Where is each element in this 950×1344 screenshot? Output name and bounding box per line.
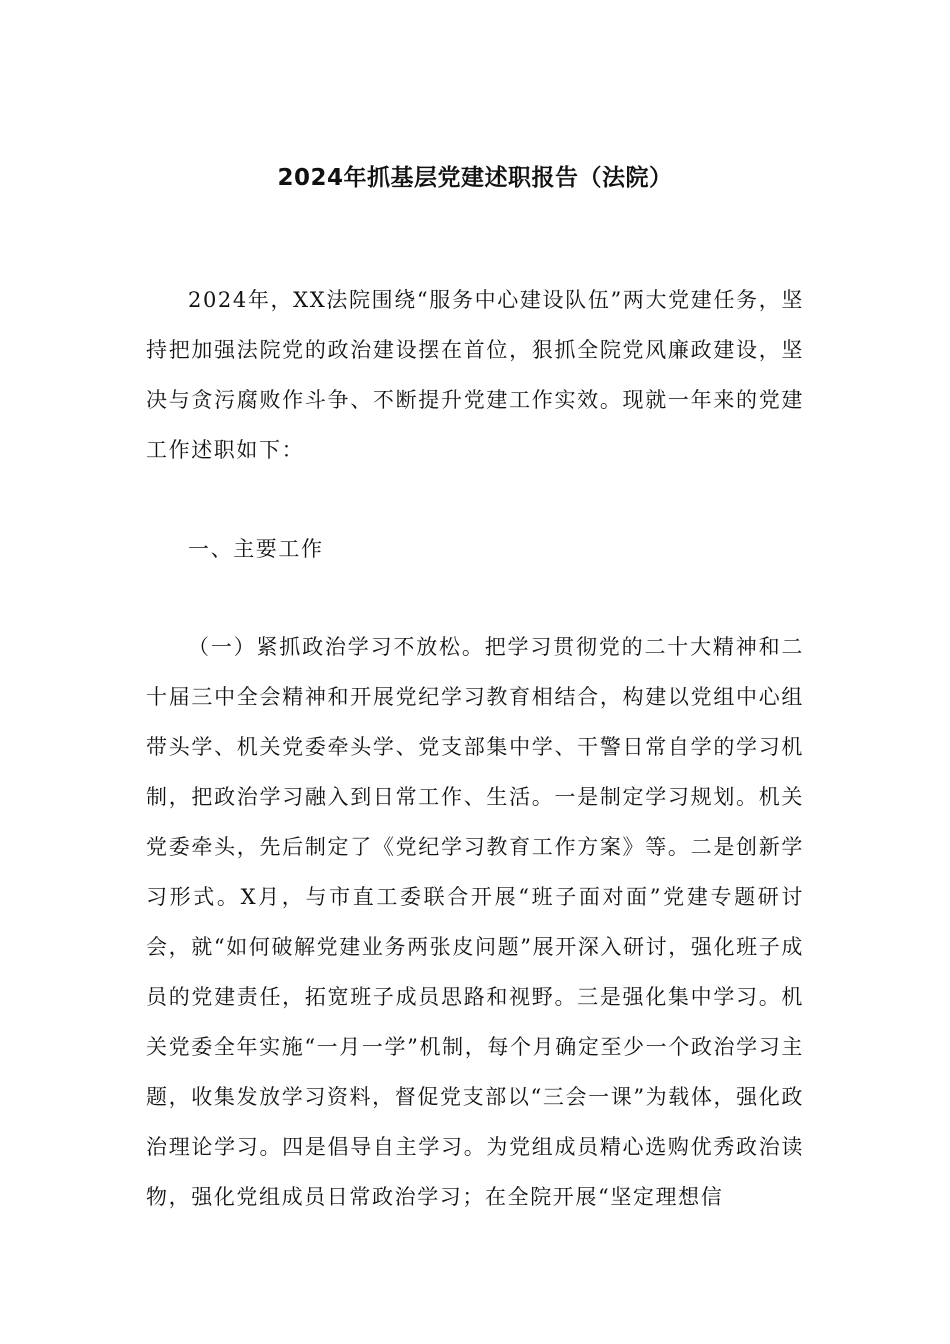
intro-paragraph: 2024年，XX法院围绕“服务中心建设队伍”两大党建任务，坚持把加强法院党的政治建设摆在首位，狠抓全院党风廉政建设，坚决与贪污腐败作斗争、不断提升党建工作实效。现就一年来的党建工作述职如下： [146, 288, 804, 462]
document-title: 2024年抓基层党建述职报告（法院） [277, 165, 673, 191]
body-paragraph: （一）紧抓政治学习不放松。把学习贯彻党的二十大精神和二十届三中全会精神和开展党纪学习教育相结合，构建以党组中心组带头学、机关党委牵头学、党支部集中学、干警日常自学的学习机制，把政治学习融入到日常工作、生活。一是制定学习规划。机关党委牵头，先后制定了《党纪学习教育工作方案》等。二是创新学习形式。X月，与市直工委联合开展“班子面对面”党建专题研讨会，就“如何破解党建业务两张皮问题”展开深入研讨，强化班子成员的党建责任，拓宽班子成员思路和视野。三是强化集中学习。机关党委全年实施“一月一学”机制，每个月确定至少一个政治学习主题，收集发放学习资料，督促党支部以“三会一课”为载体，强化政治理论学习。四是倡导自主学习。为党组成员精心选购优秀政治读物，强化党组成员日常政治学习；在全院开展“坚定理想信 [146, 635, 804, 1209]
section-heading: 一、主要工作 [188, 537, 324, 561]
